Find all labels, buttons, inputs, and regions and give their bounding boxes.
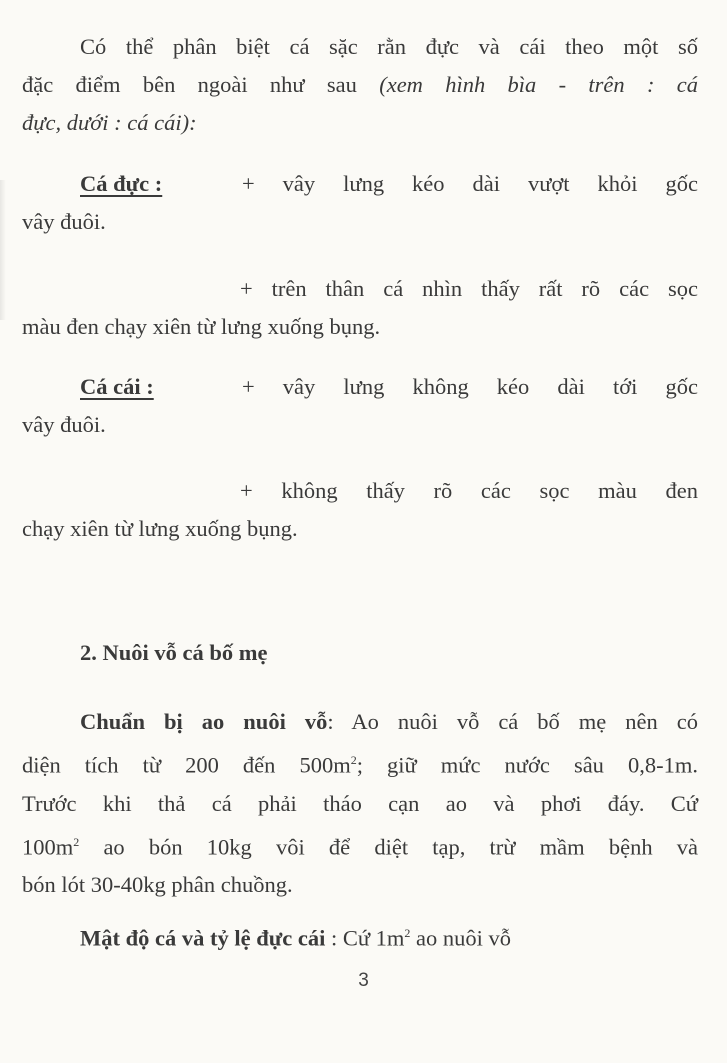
- density-rest-b: ao nuôi vỗ: [410, 925, 512, 951]
- binding-shadow: [0, 180, 6, 320]
- pond-line-4b: ao bón 10kg vôi để diệt tạp, trừ mầm bệnh và: [79, 834, 698, 859]
- female-point-1-line-1: + vây lưng không kéo dài tới gốc: [242, 374, 698, 399]
- pond-line-1: [22, 703, 698, 741]
- female-label: Cá cái :: [80, 374, 154, 399]
- female-point-2-block: [22, 472, 698, 548]
- pond-line-2-sup: 2: [350, 753, 357, 767]
- pond-line-2b: ; giữ mức nước sâu 0,8-1m.: [356, 752, 698, 778]
- pond-line-4a: 100m: [22, 834, 74, 859]
- male-fish-block: [22, 165, 698, 241]
- male-point-2-line-2: màu đen chạy xiên từ lưng xuống bụng.: [22, 314, 381, 339]
- pond-paragraph: [22, 703, 698, 904]
- male-point-2-block: [22, 270, 698, 346]
- pond-line-1-rest: : Ao nuôi vỗ cá bố mẹ nên có: [327, 709, 698, 734]
- male-point-1-line-2: vây đuôi.: [22, 209, 106, 234]
- density-paragraph: [22, 914, 698, 958]
- female-fish-block: [22, 368, 698, 444]
- intro-line-2: [22, 66, 698, 104]
- section-heading: 2. Nuôi vỗ cá bố mẹ: [80, 640, 268, 665]
- density-label: Mật độ cá và tỷ lệ đực cái: [80, 925, 326, 951]
- intro-line-2-italic: (xem hình bìa - trên : cá: [379, 72, 698, 97]
- intro-line-3: đực, dưới : cá cái):: [22, 110, 197, 135]
- pond-line-4-sup: 2: [73, 834, 80, 849]
- intro-line-1: Có thể phân biệt cá sặc rằn đực và cái theo một số: [80, 34, 698, 59]
- pond-line-5: bón lót 30-40kg phân chuồng.: [22, 872, 293, 897]
- density-rest-sup: 2: [404, 926, 411, 940]
- pond-line-3: Trước khi thả cá phải tháo cạn ao và phơi đáy. Cứ: [22, 790, 698, 816]
- male-point-1-line-1: + vây lưng kéo dài vượt khỏi gốc: [242, 171, 698, 196]
- page-number: 3: [358, 970, 369, 991]
- female-point-1-line-2: vây đuôi.: [22, 412, 106, 437]
- pond-line-2: [22, 741, 698, 785]
- female-point-1: [22, 368, 698, 406]
- female-point-2-line-2: chạy xiên từ lưng xuống bụng.: [22, 516, 298, 541]
- male-label: Cá đực :: [80, 171, 163, 196]
- male-point-2-line-1: + trên thân cá nhìn thấy rất rõ các sọc: [240, 276, 698, 301]
- pond-line-2a: diện tích từ 200 đến 500m: [22, 752, 351, 778]
- pond-line-4: [22, 823, 698, 867]
- female-point-2-line-1: + không thấy rõ các sọc màu đen: [240, 478, 698, 503]
- pond-label: Chuẩn bị ao nuôi vỗ: [80, 709, 328, 734]
- male-point-1: [22, 165, 698, 203]
- intro-paragraph: [22, 28, 698, 142]
- density-rest-a: : Cứ 1m: [325, 925, 405, 951]
- intro-line-2-normal: đặc điểm bên ngoài như sau: [22, 72, 380, 97]
- density-line-1: [22, 914, 698, 958]
